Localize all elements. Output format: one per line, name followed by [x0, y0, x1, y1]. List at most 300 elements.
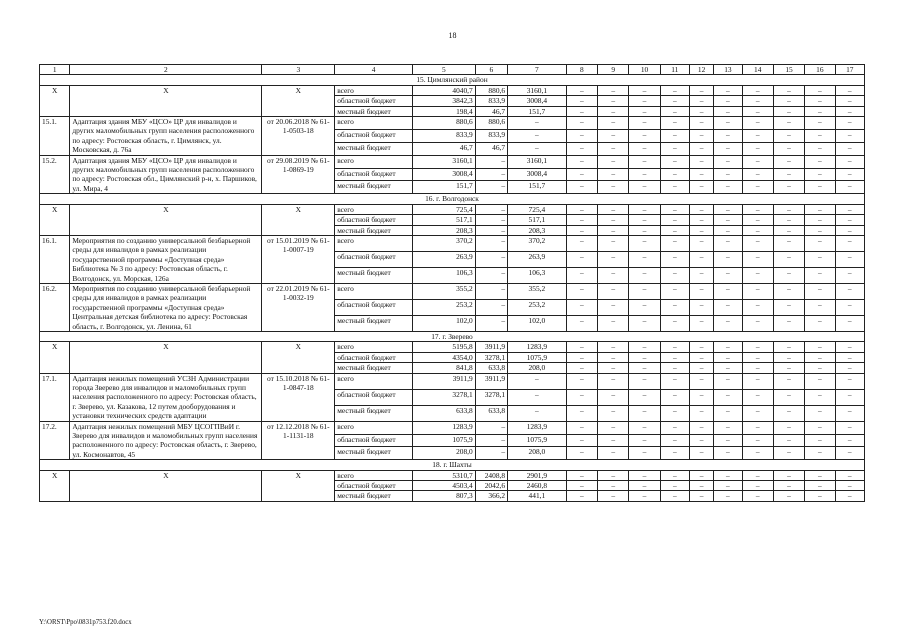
funding-source: местный бюджет [335, 142, 413, 155]
item-document: от 20.06.2018 № 61-1-0503-18 [262, 117, 335, 156]
amount-empty-col: – [566, 117, 597, 130]
amount-empty-col: – [598, 106, 629, 116]
amount-empty-col: – [742, 421, 773, 434]
amount-empty-col: – [805, 168, 835, 181]
amount-total: 208,3 [413, 225, 476, 235]
amount-empty-col: – [742, 352, 773, 362]
amount-empty-col: – [835, 283, 864, 299]
amount-year-a: 3278,1 [475, 352, 507, 362]
amount-empty-col: – [660, 267, 689, 283]
amount-total: 833,9 [413, 129, 476, 142]
table-row [40, 155, 865, 168]
amount-empty-col: – [773, 204, 804, 214]
amount-empty-col: – [598, 389, 629, 405]
amount-empty-col: – [629, 204, 660, 214]
amount-empty-col: – [714, 204, 742, 214]
amount-empty-col: – [835, 481, 864, 491]
amount-empty-col: – [598, 267, 629, 283]
amount-empty-col: – [835, 342, 864, 352]
amount-empty-col: – [835, 215, 864, 225]
amount-empty-col: – [805, 129, 835, 142]
amount-year-b: 441,1 [508, 491, 567, 501]
amount-total: 46,7 [413, 142, 476, 155]
funding-source: областной бюджет [335, 352, 413, 362]
amount-empty-col: – [566, 106, 597, 116]
amount-empty-col: – [805, 142, 835, 155]
amount-empty-col: – [714, 85, 742, 95]
amount-empty-col: – [835, 267, 864, 283]
amount-empty-col: – [598, 117, 629, 130]
funding-source: областной бюджет [335, 251, 413, 267]
funding-source: местный бюджет [335, 181, 413, 194]
item-code: X [40, 204, 70, 235]
amount-total: 807,3 [413, 491, 476, 501]
amount-total: 370,2 [413, 235, 476, 251]
amount-total: 517,1 [413, 215, 476, 225]
item-document: от 29.08.2019 № 61-1-0869-19 [262, 155, 335, 194]
amount-empty-col: – [714, 117, 742, 130]
amount-empty-col: – [598, 235, 629, 251]
amount-empty-col: – [714, 225, 742, 235]
item-document: от 12.12.2018 № 61-1-1131-18 [262, 421, 335, 460]
amount-empty-col: – [689, 267, 713, 283]
amount-year-a: – [475, 283, 507, 299]
amount-total: 106,3 [413, 267, 476, 283]
amount-total: 102,0 [413, 315, 476, 331]
amount-empty-col: – [714, 389, 742, 405]
item-code: X [40, 342, 70, 373]
amount-empty-col: – [773, 421, 804, 434]
amount-empty-col: – [629, 129, 660, 142]
amount-empty-col: – [742, 470, 773, 480]
amount-empty-col: – [714, 106, 742, 116]
amount-empty-col: – [566, 251, 597, 267]
amount-year-a: – [475, 225, 507, 235]
amount-empty-col: – [566, 352, 597, 362]
funding-source: местный бюджет [335, 363, 413, 373]
column-number-header: 3 [262, 65, 335, 75]
amount-empty-col: – [689, 299, 713, 315]
item-name: Мероприятия по созданию универсальной безбарьерной среды для инвалидов в рамках реализации государственной программы «Доступная среда» Центральная детская библиотека по адресу: Ростовская область, г. Волгодонск, ул. Ленина, 61 [70, 283, 262, 331]
amount-empty-col: – [629, 235, 660, 251]
amount-empty-col: – [805, 283, 835, 299]
section-title: 15. Цимлянский район [40, 75, 865, 85]
amount-empty-col: – [835, 96, 864, 106]
table-body [40, 75, 865, 501]
amount-empty-col: – [660, 470, 689, 480]
amount-empty-col: – [660, 129, 689, 142]
amount-empty-col: – [629, 405, 660, 421]
amount-empty-col: – [689, 117, 713, 130]
amount-empty-col: – [689, 363, 713, 373]
amount-empty-col: – [805, 267, 835, 283]
amount-empty-col: – [566, 168, 597, 181]
amount-empty-col: – [773, 363, 804, 373]
amount-empty-col: – [689, 389, 713, 405]
amount-empty-col: – [714, 470, 742, 480]
funding-source: областной бюджет [335, 481, 413, 491]
amount-empty-col: – [689, 204, 713, 214]
amount-empty-col: – [773, 168, 804, 181]
amount-year-a: – [475, 421, 507, 434]
funding-source: всего [335, 85, 413, 95]
column-number-header: 6 [475, 65, 507, 75]
section-title-row [40, 331, 865, 341]
amount-empty-col: – [598, 470, 629, 480]
amount-empty-col: – [742, 181, 773, 194]
amount-empty-col: – [566, 204, 597, 214]
funding-source: областной бюджет [335, 96, 413, 106]
amount-empty-col: – [805, 96, 835, 106]
amount-year-a: 46,7 [475, 106, 507, 116]
amount-year-b: 2460,8 [508, 481, 567, 491]
amount-empty-col: – [742, 373, 773, 389]
amount-empty-col: – [598, 481, 629, 491]
amount-empty-col: – [835, 405, 864, 421]
amount-empty-col: – [629, 225, 660, 235]
amount-empty-col: – [742, 342, 773, 352]
amount-empty-col: – [714, 342, 742, 352]
amount-empty-col: – [714, 299, 742, 315]
amount-year-b: – [508, 389, 567, 405]
amount-empty-col: – [835, 181, 864, 194]
amount-empty-col: – [598, 299, 629, 315]
amount-year-b: 3008,4 [508, 168, 567, 181]
amount-empty-col: – [629, 342, 660, 352]
item-document: X [262, 470, 335, 501]
amount-empty-col: – [714, 129, 742, 142]
amount-year-a: 2408,8 [475, 470, 507, 480]
page-number: 18 [448, 31, 457, 40]
amount-empty-col: – [805, 215, 835, 225]
amount-empty-col: – [835, 389, 864, 405]
amount-year-b: – [508, 117, 567, 130]
amount-year-b: 1283,9 [508, 342, 567, 352]
amount-total: 3008,4 [413, 168, 476, 181]
amount-year-a: 880,6 [475, 117, 507, 130]
amount-year-a: 880,6 [475, 85, 507, 95]
funding-source: всего [335, 235, 413, 251]
amount-empty-col: – [629, 96, 660, 106]
amount-empty-col: – [742, 204, 773, 214]
amount-empty-col: – [566, 181, 597, 194]
amount-empty-col: – [689, 342, 713, 352]
amount-empty-col: – [598, 215, 629, 225]
amount-empty-col: – [805, 315, 835, 331]
amount-empty-col: – [714, 491, 742, 501]
amount-empty-col: – [689, 352, 713, 362]
amount-total: 4503,4 [413, 481, 476, 491]
amount-empty-col: – [660, 434, 689, 447]
amount-year-a: – [475, 204, 507, 214]
amount-empty-col: – [773, 267, 804, 283]
item-code: 17.2. [40, 421, 70, 460]
amount-empty-col: – [689, 96, 713, 106]
amount-empty-col: – [714, 168, 742, 181]
amount-empty-col: – [660, 283, 689, 299]
amount-empty-col: – [689, 491, 713, 501]
amount-year-a: 633,8 [475, 405, 507, 421]
amount-empty-col: – [660, 363, 689, 373]
amount-empty-col: – [714, 155, 742, 168]
amount-year-a: 366,2 [475, 491, 507, 501]
amount-empty-col: – [805, 106, 835, 116]
section-title-row [40, 460, 865, 470]
amount-total: 1283,9 [413, 421, 476, 434]
amount-empty-col: – [714, 283, 742, 299]
amount-empty-col: – [835, 491, 864, 501]
funding-source: местный бюджет [335, 447, 413, 460]
amount-empty-col: – [598, 421, 629, 434]
amount-empty-col: – [805, 363, 835, 373]
amount-year-b: 151,7 [508, 106, 567, 116]
amount-year-a: – [475, 434, 507, 447]
section-title: 18. г. Шахты [40, 460, 865, 470]
amount-total: 208,0 [413, 447, 476, 460]
amount-total: 3278,1 [413, 389, 476, 405]
amount-total: 4354,0 [413, 352, 476, 362]
amount-empty-col: – [598, 204, 629, 214]
amount-year-a: – [475, 447, 507, 460]
amount-empty-col: – [689, 405, 713, 421]
amount-total: 3160,1 [413, 155, 476, 168]
amount-empty-col: – [629, 299, 660, 315]
column-number-header: 11 [660, 65, 689, 75]
amount-total: 5195,8 [413, 342, 476, 352]
amount-year-a: 3911,9 [475, 373, 507, 389]
amount-empty-col: – [773, 352, 804, 362]
amount-total: 263,9 [413, 251, 476, 267]
item-code: 15.2. [40, 155, 70, 194]
amount-year-b: 208,0 [508, 447, 567, 460]
amount-empty-col: – [660, 251, 689, 267]
amount-year-b: 1075,9 [508, 352, 567, 362]
section-title-row [40, 194, 865, 204]
amount-year-b: – [508, 373, 567, 389]
amount-empty-col: – [773, 405, 804, 421]
amount-empty-col: – [598, 251, 629, 267]
amount-empty-col: – [714, 421, 742, 434]
section-title: 16. г. Волгодонск [40, 194, 865, 204]
item-name: Мероприятия по созданию универсальной безбарьерной среды для инвалидов в рамках реализации государственной программы «Доступная среда» Библиотека № 3 по адресу: Ростовская область, г. Волгодонск, ул. Морская, 126а [70, 235, 262, 283]
amount-empty-col: – [660, 142, 689, 155]
item-code: X [40, 85, 70, 116]
amount-empty-col: – [773, 251, 804, 267]
amount-empty-col: – [598, 85, 629, 95]
amount-empty-col: – [566, 96, 597, 106]
amount-empty-col: – [835, 251, 864, 267]
amount-empty-col: – [566, 129, 597, 142]
amount-empty-col: – [598, 352, 629, 362]
amount-empty-col: – [805, 389, 835, 405]
amount-empty-col: – [689, 251, 713, 267]
amount-empty-col: – [598, 373, 629, 389]
column-number-header: 16 [805, 65, 835, 75]
item-code: 15.1. [40, 117, 70, 156]
amount-empty-col: – [660, 235, 689, 251]
amount-year-a: 3278,1 [475, 389, 507, 405]
amount-empty-col: – [805, 405, 835, 421]
amount-year-a: – [475, 299, 507, 315]
amount-empty-col: – [742, 434, 773, 447]
amount-empty-col: – [742, 215, 773, 225]
funding-source: областной бюджет [335, 389, 413, 405]
amount-empty-col: – [629, 352, 660, 362]
item-document: от 15.01.2019 № 61-1-0007-19 [262, 235, 335, 283]
amount-empty-col: – [742, 155, 773, 168]
funding-source: всего [335, 283, 413, 299]
amount-empty-col: – [742, 491, 773, 501]
amount-empty-col: – [805, 447, 835, 460]
amount-empty-col: – [773, 155, 804, 168]
amount-empty-col: – [598, 155, 629, 168]
amount-empty-col: – [742, 251, 773, 267]
column-number-header: 12 [689, 65, 713, 75]
amount-empty-col: – [773, 225, 804, 235]
amount-empty-col: – [660, 421, 689, 434]
amount-empty-col: – [629, 251, 660, 267]
funding-source: всего [335, 204, 413, 214]
amount-empty-col: – [835, 352, 864, 362]
amount-year-b: 2901,9 [508, 470, 567, 480]
amount-empty-col: – [689, 447, 713, 460]
amount-empty-col: – [566, 283, 597, 299]
amount-empty-col: – [629, 85, 660, 95]
amount-empty-col: – [598, 96, 629, 106]
amount-empty-col: – [566, 225, 597, 235]
amount-year-a: 633,8 [475, 363, 507, 373]
amount-empty-col: – [714, 315, 742, 331]
amount-empty-col: – [835, 470, 864, 480]
amount-year-a: 3911,9 [475, 342, 507, 352]
amount-empty-col: – [805, 181, 835, 194]
amount-empty-col: – [629, 491, 660, 501]
amount-empty-col: – [714, 405, 742, 421]
amount-empty-col: – [835, 363, 864, 373]
column-number-header: 10 [629, 65, 660, 75]
amount-empty-col: – [566, 267, 597, 283]
amount-empty-col: – [773, 389, 804, 405]
amount-year-b: 3160,1 [508, 85, 567, 95]
amount-empty-col: – [629, 373, 660, 389]
amount-year-b: 517,1 [508, 215, 567, 225]
amount-empty-col: – [805, 251, 835, 267]
amount-empty-col: – [689, 142, 713, 155]
amount-total: 1075,9 [413, 434, 476, 447]
amount-empty-col: – [566, 342, 597, 352]
amount-empty-col: – [660, 447, 689, 460]
amount-empty-col: – [598, 405, 629, 421]
amount-empty-col: – [835, 85, 864, 95]
amount-empty-col: – [689, 434, 713, 447]
amount-year-b: 355,2 [508, 283, 567, 299]
amount-empty-col: – [660, 299, 689, 315]
column-number-header: 8 [566, 65, 597, 75]
amount-empty-col: – [629, 215, 660, 225]
amount-empty-col: – [660, 491, 689, 501]
amount-empty-col: – [660, 168, 689, 181]
amount-empty-col: – [629, 117, 660, 130]
amount-empty-col: – [629, 389, 660, 405]
amount-empty-col: – [689, 181, 713, 194]
column-number-header: 15 [773, 65, 804, 75]
amount-empty-col: – [714, 373, 742, 389]
item-document: от 15.10.2018 № 61-1-0847-18 [262, 373, 335, 421]
section-title: 17. г. Зверево [40, 331, 865, 341]
item-name: X [70, 204, 262, 235]
amount-empty-col: – [598, 447, 629, 460]
amount-empty-col: – [805, 117, 835, 130]
amount-empty-col: – [629, 283, 660, 299]
amount-year-b: 1075,9 [508, 434, 567, 447]
amount-empty-col: – [773, 129, 804, 142]
amount-empty-col: – [629, 315, 660, 331]
amount-total: 151,7 [413, 181, 476, 194]
amount-empty-col: – [566, 447, 597, 460]
amount-empty-col: – [805, 470, 835, 480]
funding-source: всего [335, 373, 413, 389]
item-name: X [70, 470, 262, 501]
amount-empty-col: – [689, 215, 713, 225]
funding-source: областной бюджет [335, 129, 413, 142]
amount-year-a: 833,9 [475, 96, 507, 106]
amount-empty-col: – [689, 421, 713, 434]
table-row [40, 117, 865, 130]
amount-empty-col: – [835, 447, 864, 460]
amount-empty-col: – [689, 283, 713, 299]
amount-empty-col: – [742, 315, 773, 331]
funding-source: областной бюджет [335, 434, 413, 447]
amount-empty-col: – [773, 283, 804, 299]
amount-year-a: 833,9 [475, 129, 507, 142]
amount-empty-col: – [773, 342, 804, 352]
budget-table-container [39, 64, 865, 502]
amount-empty-col: – [714, 267, 742, 283]
amount-empty-col: – [629, 106, 660, 116]
amount-year-b: 1283,9 [508, 421, 567, 434]
amount-empty-col: – [566, 405, 597, 421]
amount-empty-col: – [742, 447, 773, 460]
column-number-header: 2 [70, 65, 262, 75]
amount-empty-col: – [773, 215, 804, 225]
amount-empty-col: – [660, 373, 689, 389]
amount-empty-col: – [805, 85, 835, 95]
amount-empty-col: – [805, 434, 835, 447]
amount-empty-col: – [835, 421, 864, 434]
funding-source: областной бюджет [335, 299, 413, 315]
amount-empty-col: – [805, 421, 835, 434]
item-document: от 22.01.2019 № 61-1-0032-19 [262, 283, 335, 331]
amount-empty-col: – [598, 315, 629, 331]
amount-empty-col: – [835, 299, 864, 315]
amount-year-b: – [508, 129, 567, 142]
amount-empty-col: – [773, 491, 804, 501]
amount-year-b: 106,3 [508, 267, 567, 283]
amount-year-b: 263,9 [508, 251, 567, 267]
amount-total: 5310,7 [413, 470, 476, 480]
item-name: X [70, 342, 262, 373]
amount-empty-col: – [566, 373, 597, 389]
amount-empty-col: – [566, 299, 597, 315]
amount-empty-col: – [773, 96, 804, 106]
amount-empty-col: – [835, 129, 864, 142]
amount-empty-col: – [598, 168, 629, 181]
amount-year-a: – [475, 215, 507, 225]
amount-empty-col: – [689, 225, 713, 235]
amount-empty-col: – [742, 96, 773, 106]
table-row [40, 373, 865, 389]
amount-empty-col: – [598, 283, 629, 299]
